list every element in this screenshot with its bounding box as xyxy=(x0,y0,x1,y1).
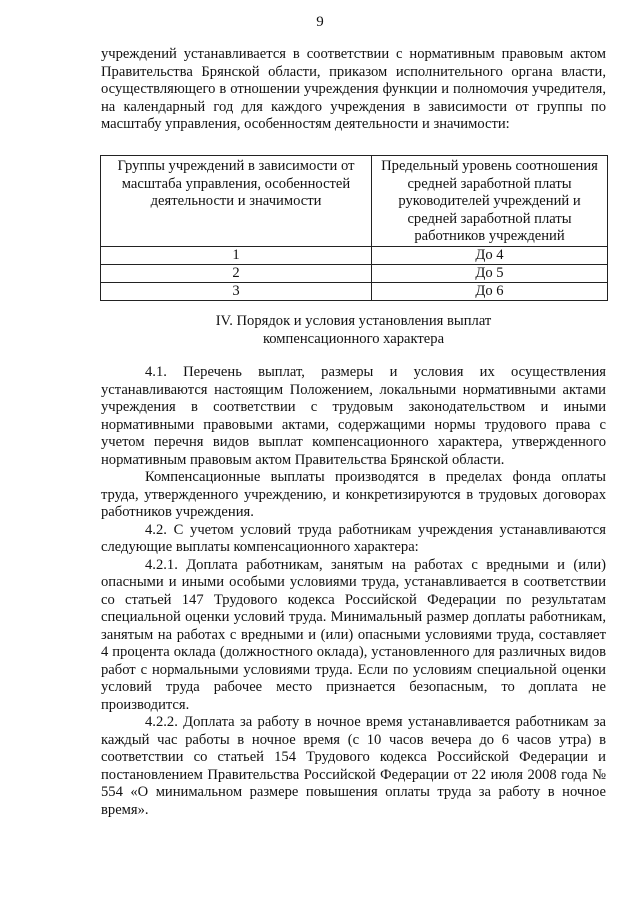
paragraph-4-2-1: 4.2.1. Доплата работникам, занятым на работах с вредными и (или) опасными и иными особыми условиями труда, устанавливается в соответствии со статьей 147 Трудового кодекса Российской Федерации по результатам специальной оценки условий труда. Минимальный размер доплаты работникам, занятым на работах с вредными и (или) опасными условиями труда, составляет 4 процента оклада (должностного оклада), установленного для различных видов работ с нормальными условиями труда. Если по условиям специальной оценки условий труда рабочее место признается безопасным, то доплата не производится. xyxy=(101,556,606,713)
table-row xyxy=(101,282,608,300)
cell-level: До 4 xyxy=(372,246,608,264)
cell-group: 3 xyxy=(101,282,372,300)
groups-table xyxy=(100,155,608,301)
header-col-level: Предельный уровень соотношения средней заработной платы руководителей учреждений и средней заработной платы работников учреждений xyxy=(372,156,608,247)
table-row xyxy=(101,264,608,282)
paragraph-compensation: Компенсационные выплаты производятся в пределах фонда оплаты труда, утвержденного учреждению, и конкретизируются в трудовых договорах работников учреждения. xyxy=(101,469,606,520)
page-number: 9 xyxy=(316,14,324,30)
paragraph-4-2: 4.2. С учетом условий труда работникам учреждения устанавливаются следующие выплаты компенсационного характера: xyxy=(101,521,606,555)
cell-group: 1 xyxy=(101,246,372,264)
cell-group: 2 xyxy=(101,264,372,282)
cell-level: До 5 xyxy=(372,264,608,282)
section-title-line: компенсационного характера xyxy=(262,330,445,347)
table-row xyxy=(101,246,608,264)
intro-text: учреждений устанавливается в соответствии с нормативным правовым актом Правительства Брянской области, приказом исполнительного органа власти, осуществляющего в отношении учреждения функции и полномочия учредителя, на календарный год для каждого учреждения в зависимости от группы по масштабу управления, особенностям деятельности и значимости: xyxy=(101,46,606,132)
paragraph-4-2-2: 4.2.2. Доплата за работу в ночное время устанавливается работникам за каждый час работы в ночное время (с 10 часов вечера до 6 часов утра) в соответствии со статьей 154 Трудового кодекса Российской Федерации и постановлением Правительства Российской Федерации от 22 июля 2008 года № 554 «О минимальном размере повышения оплаты труда за работу в ночное время». xyxy=(101,714,606,818)
header-col-groups: Группы учреждений в зависимости от масштаба управления, особенностей деятельности и значимости xyxy=(101,156,372,247)
section-title-line: IV. Порядок и условия установления выплат xyxy=(215,313,492,329)
intro-paragraph xyxy=(101,46,606,134)
section-body xyxy=(101,364,606,819)
table-header-row xyxy=(101,156,608,247)
paragraph-4-1: 4.1. Перечень выплат, размеры и условия их осуществления устанавливаются настоящим Положением, локальными нормативными актами учреждения в соответствии с трудовым законодательством и иными нормативными правовыми актами, содержащими нормы трудового права с учетом перечня видов выплат компенсационного характера, утвержденного нормативным правовым актом Правительства Брянской области. xyxy=(101,364,606,468)
cell-level: До 6 xyxy=(372,282,608,300)
section-title xyxy=(101,313,606,348)
